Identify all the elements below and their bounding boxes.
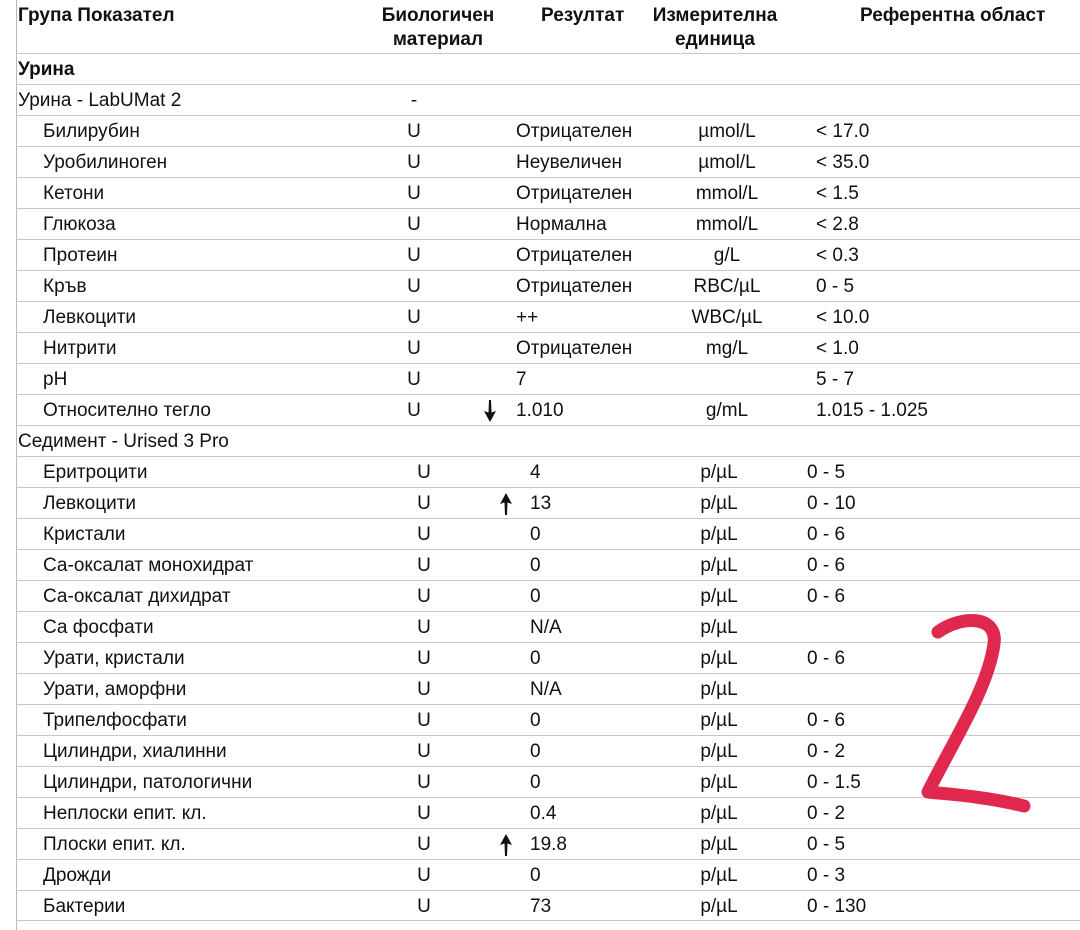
- reference-cell: 0 - 5: [816, 276, 855, 297]
- material-cell: U: [407, 214, 421, 235]
- test-name: Левкоцити: [43, 493, 137, 514]
- test-name: Са фосфати: [43, 617, 154, 638]
- unit-cell: p/µL: [700, 555, 738, 576]
- unit-cell: p/µL: [700, 462, 738, 483]
- unit-cell: RBC/µL: [693, 276, 761, 297]
- table-row: [16, 239, 1080, 270]
- unit-cell: p/µL: [700, 524, 738, 545]
- reference-cell: < 1.0: [816, 338, 859, 359]
- test-name: Са-оксалат монохидрат: [43, 555, 254, 576]
- test-name: Дрожди: [43, 865, 112, 886]
- material-cell: U: [417, 803, 431, 824]
- material-cell: U: [407, 400, 421, 421]
- table-row: [16, 332, 1080, 363]
- result-cell: 0: [530, 710, 541, 731]
- reference-cell: 0 - 2: [807, 741, 846, 762]
- reference-cell: 0 - 5: [807, 462, 846, 483]
- result-cell: 0: [530, 586, 541, 607]
- unit-cell: p/µL: [700, 803, 738, 824]
- unit-cell: µmol/L: [698, 121, 756, 142]
- result-cell: 0: [530, 741, 541, 762]
- table-row: [16, 549, 1080, 580]
- unit-cell: p/µL: [700, 741, 738, 762]
- test-name: Глюкоза: [43, 214, 116, 235]
- result-cell: Отрицателен: [516, 338, 633, 359]
- table-row: [16, 177, 1080, 208]
- unit-cell: mmol/L: [695, 183, 759, 204]
- unit-cell: p/µL: [700, 865, 738, 886]
- result-cell: 0.4: [530, 803, 557, 824]
- table-row: [16, 518, 1080, 549]
- reference-cell: 0 - 6: [807, 524, 846, 545]
- result-cell: N/A: [530, 679, 562, 700]
- test-name: Кръв: [43, 276, 87, 297]
- group-title: Урина - LabUMat 2: [18, 90, 182, 111]
- test-name: Кетони: [43, 183, 105, 204]
- test-name: Левкоцити: [43, 307, 137, 328]
- unit-cell: µmol/L: [698, 152, 756, 173]
- table-row: [16, 456, 1080, 487]
- reference-cell: 0 - 1.5: [807, 772, 861, 793]
- header-material-line2: материал: [392, 29, 484, 50]
- unit-cell: g/L: [713, 245, 741, 266]
- test-name: Цилиндри, хиалинни: [43, 741, 227, 762]
- material-cell: U: [417, 741, 431, 762]
- reference-cell: < 35.0: [816, 152, 870, 173]
- material-cell: U: [417, 617, 431, 638]
- material-cell: U: [417, 834, 431, 855]
- group-row-labumat: [16, 84, 1080, 115]
- reference-cell: 0 - 10: [807, 493, 856, 514]
- result-cell: 0: [530, 865, 541, 886]
- material-cell: U: [417, 648, 431, 669]
- test-name: Бактерии: [43, 896, 126, 917]
- reference-cell: 0 - 5: [807, 834, 846, 855]
- material-cell: U: [417, 896, 431, 917]
- test-name: Билирубин: [43, 121, 140, 142]
- result-cell: 73: [530, 896, 552, 917]
- result-cell: 4: [530, 462, 541, 483]
- test-name: Протеин: [43, 245, 118, 266]
- unit-cell: p/µL: [700, 617, 738, 638]
- header-material-line1: Биологичен: [381, 5, 495, 26]
- test-name: Нитрити: [43, 338, 117, 359]
- table-row: [16, 301, 1080, 332]
- reference-cell: 1.015 - 1.025: [816, 400, 928, 421]
- result-cell: 0: [530, 524, 541, 545]
- table-row: [16, 394, 1080, 425]
- test-name: Урати, аморфни: [43, 679, 187, 700]
- unit-cell: p/µL: [700, 772, 738, 793]
- table-row: [16, 487, 1080, 518]
- unit-cell: p/µL: [700, 586, 738, 607]
- material-cell: U: [417, 710, 431, 731]
- reference-cell: 0 - 3: [807, 865, 846, 886]
- table-row: [16, 208, 1080, 239]
- table-row: [16, 146, 1080, 177]
- reference-cell: < 0.3: [816, 245, 859, 266]
- reference-cell: 5 - 7: [816, 369, 855, 390]
- material-cell: U: [407, 338, 421, 359]
- arrow-up-icon: [498, 492, 514, 516]
- unit-cell: p/µL: [700, 648, 738, 669]
- test-name: Плоски епит. кл.: [43, 834, 186, 855]
- unit-cell: p/µL: [700, 679, 738, 700]
- header-unit-line1: Измерителна: [652, 5, 778, 26]
- group-title: Седимент - Urised 3 Pro: [18, 431, 229, 452]
- material-cell: U: [407, 245, 421, 266]
- table-row: [16, 890, 1080, 921]
- group-material: -: [410, 90, 418, 111]
- test-name: Неплоски епит. кл.: [43, 803, 207, 824]
- test-name: Уробилиноген: [43, 152, 168, 173]
- handwritten-annotation: [900, 600, 1050, 830]
- arrow-up-icon: [498, 833, 514, 857]
- unit-cell: mg/L: [705, 338, 749, 359]
- result-cell: 0: [530, 555, 541, 576]
- reference-cell: < 2.8: [816, 214, 859, 235]
- material-cell: U: [407, 307, 421, 328]
- result-cell: 0: [530, 648, 541, 669]
- result-cell: Нормална: [516, 214, 607, 235]
- result-cell: Отрицателен: [516, 121, 633, 142]
- result-cell: 1.010: [516, 400, 564, 421]
- reference-cell: 0 - 6: [807, 586, 846, 607]
- reference-cell: 0 - 6: [807, 648, 846, 669]
- table-header: [0, 0, 1080, 53]
- result-cell: ++: [516, 307, 539, 328]
- header-material: [368, 4, 508, 52]
- test-name: Урати, кристали: [43, 648, 185, 669]
- reference-cell: 0 - 2: [807, 803, 846, 824]
- material-cell: U: [407, 121, 421, 142]
- result-cell: Отрицателен: [516, 183, 633, 204]
- unit-cell: mmol/L: [695, 214, 759, 235]
- material-cell: U: [417, 772, 431, 793]
- result-cell: N/A: [530, 617, 562, 638]
- result-cell: 0: [530, 772, 541, 793]
- header-group: Група Показател: [18, 5, 175, 26]
- reference-cell: 0 - 6: [807, 710, 846, 731]
- material-cell: U: [417, 865, 431, 886]
- unit-cell: p/µL: [700, 834, 738, 855]
- result-cell: Отрицателен: [516, 276, 633, 297]
- unit-cell: p/µL: [700, 710, 738, 731]
- unit-cell: p/µL: [700, 493, 738, 514]
- section-title: Урина: [18, 59, 75, 80]
- table-row: [16, 828, 1080, 859]
- reference-cell: < 17.0: [816, 121, 870, 142]
- material-cell: U: [407, 276, 421, 297]
- material-cell: U: [407, 183, 421, 204]
- test-name: pH: [43, 369, 68, 390]
- reference-cell: 0 - 130: [807, 896, 867, 917]
- test-name: Трипелфосфати: [43, 710, 187, 731]
- test-name: Еритроцити: [43, 462, 148, 483]
- unit-cell: WBC/µL: [691, 307, 763, 328]
- section-row: [16, 53, 1080, 84]
- result-cell: Отрицателен: [516, 245, 633, 266]
- reference-cell: < 10.0: [816, 307, 870, 328]
- header-result: Резултат: [541, 5, 625, 26]
- table-row: [16, 115, 1080, 146]
- material-cell: U: [417, 555, 431, 576]
- material-cell: U: [417, 586, 431, 607]
- group-row-sediment: [16, 425, 1080, 456]
- table-row: [16, 859, 1080, 890]
- material-cell: U: [407, 152, 421, 173]
- test-name: Кристали: [43, 524, 126, 545]
- result-cell: 7: [516, 369, 527, 390]
- header-unit: [646, 4, 784, 52]
- material-cell: U: [417, 679, 431, 700]
- header-reference: Референтна област: [860, 5, 1046, 26]
- result-cell: 13: [530, 493, 552, 514]
- unit-cell: g/mL: [705, 400, 749, 421]
- reference-cell: 0 - 6: [807, 555, 846, 576]
- table-row: [16, 363, 1080, 394]
- test-name: Са-оксалат дихидрат: [43, 586, 231, 607]
- reference-cell: < 1.5: [816, 183, 859, 204]
- table-row: [16, 270, 1080, 301]
- arrow-down-icon: [482, 399, 498, 423]
- material-cell: U: [417, 462, 431, 483]
- material-cell: U: [417, 524, 431, 545]
- header-unit-line2: единица: [675, 29, 755, 50]
- result-cell: 19.8: [530, 834, 567, 855]
- unit-cell: p/µL: [700, 896, 738, 917]
- material-cell: U: [417, 493, 431, 514]
- test-name: Относително тегло: [43, 400, 211, 421]
- material-cell: U: [407, 369, 421, 390]
- result-cell: Неувеличен: [516, 152, 623, 173]
- test-name: Цилиндри, патологични: [43, 772, 253, 793]
